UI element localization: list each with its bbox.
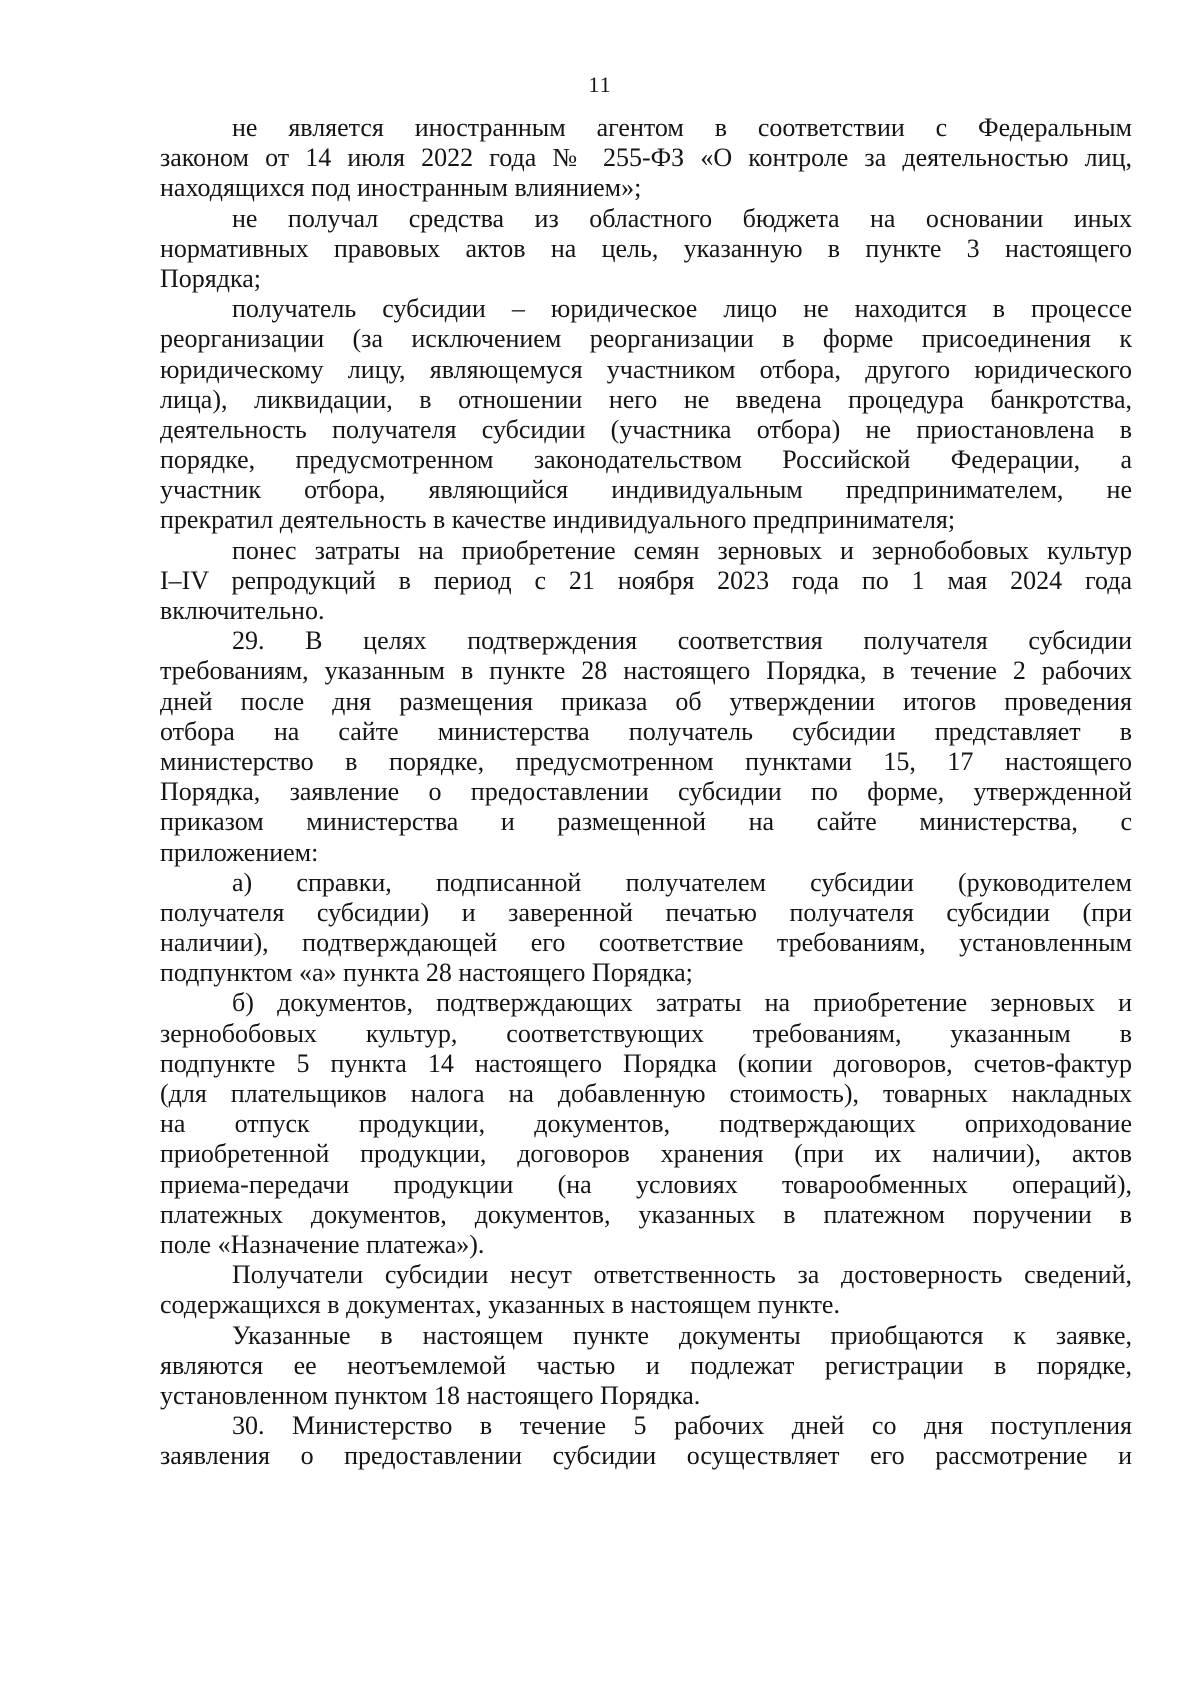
text-line: нормативных правовых актов на цель, указанную в пункте 3 настоящего xyxy=(160,233,1132,263)
paragraph xyxy=(160,988,1132,1260)
paragraph xyxy=(160,1411,1132,1471)
text-line: находящихся под иностранным влиянием»; xyxy=(160,173,642,203)
text-line: заявления о предоставлении субсидии осуществляет его рассмотрение и xyxy=(160,1441,1132,1471)
text-line: наличии), подтверждающей его соответствие требованиям, установленным xyxy=(160,928,1132,958)
text-line: получателя субсидии) и заверенной печатью получателя субсидии (при xyxy=(160,897,1132,927)
paragraph xyxy=(160,626,1132,868)
text-line: требованиям, указанным в пункте 28 настоящего Порядка, в течение 2 рабочих xyxy=(160,656,1132,686)
text-line: поле «Назначение платежа»). xyxy=(160,1229,485,1259)
text-line: содержащихся в документах, указанных в настоящем пункте. xyxy=(160,1290,840,1320)
text-line: подпунктом «а» пункта 28 настоящего Порядка; xyxy=(160,958,693,988)
text-line: 29. В целях подтверждения соответствия получателя субсидии xyxy=(232,626,1132,656)
text-line: дней после дня размещения приказа об утверждении итогов проведения xyxy=(160,686,1132,716)
text-line: понес затраты на приобретение семян зерновых и зернобобовых культур xyxy=(232,535,1132,565)
paragraph xyxy=(160,536,1132,627)
paragraph xyxy=(160,204,1132,295)
text-line: приказом министерства и размещенной на сайте министерства, с xyxy=(160,807,1132,837)
paragraph xyxy=(160,294,1132,536)
document-body xyxy=(160,113,1132,1471)
text-line: приобретенной продукции, договоров хранения (при их наличии), актов xyxy=(160,1139,1132,1169)
text-line: Порядка; xyxy=(160,263,261,293)
text-line: деятельность получателя субсидии (участника отбора) не приостановлена в xyxy=(160,414,1132,444)
text-line: прекратил деятельность в качестве индивидуального предпринимателя; xyxy=(160,505,956,535)
paragraph xyxy=(160,113,1132,204)
text-line: на отпуск продукции, документов, подтверждающих оприходование xyxy=(160,1109,1132,1139)
text-line: Получатели субсидии несут ответственность за достоверность сведений, xyxy=(232,1260,1132,1290)
text-line: Порядка, заявление о предоставлении субсидии по форме, утвержденной xyxy=(160,777,1132,807)
text-line: подпункте 5 пункта 14 настоящего Порядка (копии договоров, счетов-фактур xyxy=(160,1048,1132,1078)
text-line: установленном пунктом 18 настоящего Порядка. xyxy=(160,1380,701,1410)
text-line: министерство в порядке, предусмотренном пунктами 15, 17 настоящего xyxy=(160,746,1132,776)
text-line: б) документов, подтверждающих затраты на приобретение зерновых и xyxy=(232,988,1132,1018)
text-line: приема-передачи продукции (на условиях товарообменных операций), xyxy=(160,1169,1132,1199)
text-line: реорганизации (за исключением реорганизации в форме присоединения к xyxy=(160,324,1132,354)
page-number: 11 xyxy=(588,72,612,97)
text-line: лица), ликвидации, в отношении него не введена процедура банкротства, xyxy=(160,384,1132,414)
text-line: участник отбора, являющийся индивидуальным предпринимателем, не xyxy=(160,475,1132,505)
text-line: являются ее неотъемлемой частью и подлежат регистрации в порядке, xyxy=(160,1350,1132,1380)
text-line: Указанные в настоящем пункте документы приобщаются к заявке, xyxy=(232,1320,1132,1350)
text-line: I–IV репродукций в период с 21 ноября 2023 года по 1 мая 2024 года xyxy=(160,565,1132,595)
text-line: включительно. xyxy=(160,596,325,625)
text-line: (для плательщиков налога на добавленную стоимость), товарных накладных xyxy=(160,1079,1132,1108)
paragraph xyxy=(160,868,1132,989)
text-line: получатель субсидии – юридическое лицо не находится в процессе xyxy=(232,294,1132,324)
paragraph xyxy=(160,1321,1132,1412)
text-line: платежных документов, документов, указанных в платежном поручении в xyxy=(160,1199,1132,1229)
text-line: а) справки, подписанной получателем субсидии (руководителем xyxy=(232,867,1132,897)
text-line: порядке, предусмотренном законодательством Российской Федерации, а xyxy=(160,445,1132,475)
text-line: зернобобовых культур, соответствующих требованиям, указанным в xyxy=(160,1018,1132,1048)
paragraph xyxy=(160,1260,1132,1320)
text-line: отбора на сайте министерства получатель субсидии представляет в xyxy=(160,716,1132,746)
text-line: приложением: xyxy=(160,837,319,867)
text-line: 30. Министерство в течение 5 рабочих дней со дня поступления xyxy=(232,1411,1132,1441)
text-line: не получал средства из областного бюджета на основании иных xyxy=(232,203,1132,233)
text-line: не является иностранным агентом в соответствии с Федеральным xyxy=(232,113,1132,142)
text-line: законом от 14 июля 2022 года № 255-ФЗ «О контроле за деятельностью лиц, xyxy=(160,143,1132,173)
text-line: юридическому лицу, являющемуся участником отбора, другого юридического xyxy=(160,354,1132,384)
